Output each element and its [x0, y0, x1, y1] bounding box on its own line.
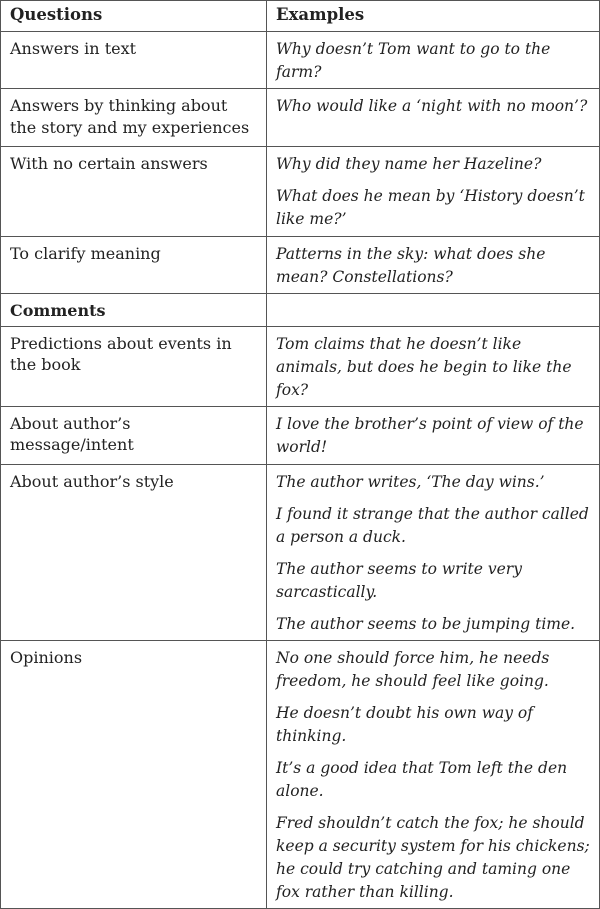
- row-examples: [267, 89, 600, 147]
- table-row: [1, 32, 600, 89]
- table-row: [1, 640, 600, 908]
- example-text: I love the brother’s point of view of the world!: [276, 414, 584, 456]
- header-examples: Examples: [267, 1, 600, 32]
- row-examples: [267, 32, 600, 89]
- table-row: [1, 464, 600, 640]
- table-row: [1, 406, 600, 464]
- row-examples: [267, 406, 600, 464]
- header-questions: Questions: [1, 1, 267, 32]
- row-examples: [267, 640, 600, 908]
- example-text: He doesn’t doubt his own way of thinking.: [276, 703, 533, 745]
- row-examples: [267, 326, 600, 406]
- example-text: It’s a good idea that Tom left the den alone.: [276, 758, 568, 800]
- table-row: [1, 89, 600, 147]
- example-text: Patterns in the sky: what does she mean? Constellations?: [276, 245, 546, 286]
- example-text: Fred shouldn’t catch the fox; he should keep a security system for his chickens; he could try catching and taming one fox rather than killing.: [276, 813, 590, 901]
- table-header-row: [1, 1, 600, 32]
- row-label: To clarify meaning: [1, 237, 267, 294]
- example-text: The author writes, ‘The day wins.’: [276, 472, 545, 491]
- row-examples: [267, 147, 600, 237]
- example-text: Why did they name her Hazeline?: [276, 155, 542, 173]
- table-row: [1, 237, 600, 294]
- row-examples: [267, 237, 600, 294]
- row-label: Answers by thinking about the story and my experiences: [1, 89, 267, 147]
- section-heading-comments: Comments: [1, 294, 267, 327]
- row-label: With no certain answers: [1, 147, 267, 237]
- row-examples: [267, 294, 600, 327]
- row-label: Opinions: [1, 640, 267, 908]
- example-text: The author seems to be jumping time.: [276, 614, 576, 633]
- example-text: The author seems to write very sarcastically.: [276, 559, 522, 601]
- example-text: What does he mean by ‘History doesn’t like me?’: [276, 187, 585, 228]
- row-label: About author’s style: [1, 464, 267, 640]
- row-label: Predictions about events in the book: [1, 326, 267, 406]
- example-text: Why doesn’t Tom want to go to the farm?: [276, 40, 551, 81]
- example-text: Who would like a ‘night with no moon’?: [276, 97, 588, 115]
- table-row: [1, 147, 600, 237]
- example-text: Tom claims that he doesn’t like animals, but does he begin to like the fox?: [276, 334, 572, 399]
- example-text: I found it strange that the author called a person a duck.: [276, 504, 589, 546]
- row-label: About author’s message/intent: [1, 406, 267, 464]
- row-examples: [267, 464, 600, 640]
- table-row: [1, 326, 600, 406]
- row-label: Answers in text: [1, 32, 267, 89]
- example-text: No one should force him, he needs freedom, he should feel like going.: [276, 648, 550, 690]
- table-row: [1, 294, 600, 327]
